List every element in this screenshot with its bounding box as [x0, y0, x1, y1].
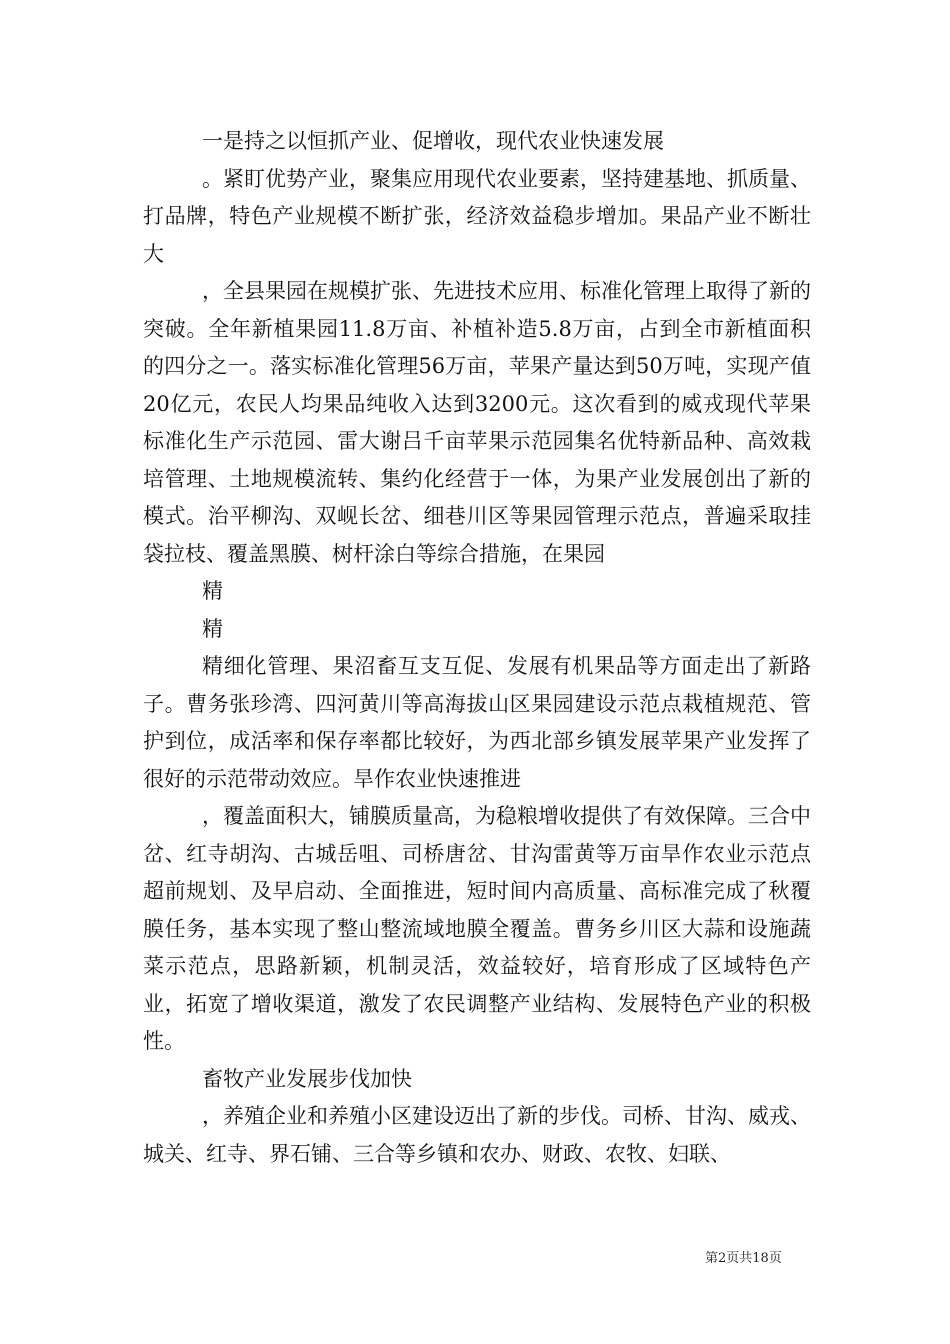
paragraph-7: ，覆盖面积大，铺膜质量高，为稳粮增收提供了有效保障。三合中岔、红寺胡沟、古城岳咀、司桥唐岔、甘沟雷黄等万亩旱作农业示范点超前规划、及早启动、全面推进，短时间内高质量、高标准完成了秋覆膜任务，基本实现了整山整流域地膜全覆盖。曹务乡川区大蒜和设施蔬菜示范点，思路新颖，机制灵活，效益较好，培育形成了区域特色产业，拓宽了增收渠道，激发了农民调整产业结构、发展特色产业的积极性。: [143, 804, 811, 1053]
paragraph-5: 精: [202, 616, 223, 641]
paragraph-2: 。紧盯优势产业，聚集应用现代农业要素，坚持建基地、抓质量、打品牌，特色产业规模不断扩张，经济效益稳步增加。果品产业不断壮大: [143, 166, 811, 266]
paragraph-3: ，全县果园在规模扩张、先进技术应用、标准化管理上取得了新的突破。全年新植果园11.8万亩、补植补造5.8万亩，占到全市新植面积的四分之一。落实标准化管理56万亩，苹果产量达到50万吨，实现产值20亿元，农民人均果品纯收入达到3200元。这次看到的威戎现代苹果标准化生产示范园、雷大谢吕千亩苹果示范园集名优特新品种、高效栽培管理、土地规模流转、集约化经营于一体，为果产业发展创出了新的模式。治平柳沟、双岘长岔、细巷川区等果园管理示范点，普遍采取挂袋拉枝、覆盖黑膜、树杆涂白等综合措施，在果园: [143, 279, 811, 566]
paragraph-1: 一是持之以恒抓产业、促增收，现代农业快速发展: [202, 129, 664, 153]
paragraph-8: 畜牧产业发展步伐加快: [202, 1066, 412, 1091]
paragraph-6: 精细化管理、果沼畜互支互促、发展有机果品等方面走出了新路子。曹务张珍湾、四河黄川等高海拔山区果园建设示范点栽植规范、管护到位，成活率和保存率都比较好，为西北部乡镇发展苹果产业发挥了很好的示范带动效应。旱作农业快速推进: [143, 654, 811, 791]
document-body: [143, 123, 811, 1173]
paragraph-4: 精: [202, 579, 223, 603]
paragraph-9: ，养殖企业和养殖小区建设迈出了新的步伐。司桥、甘沟、威戎、城关、红寺、界石铺、三合等乡镇和农办、财政、农牧、妇联、: [143, 1104, 811, 1166]
page-number-footer: 第2页共18页: [705, 1251, 782, 1266]
